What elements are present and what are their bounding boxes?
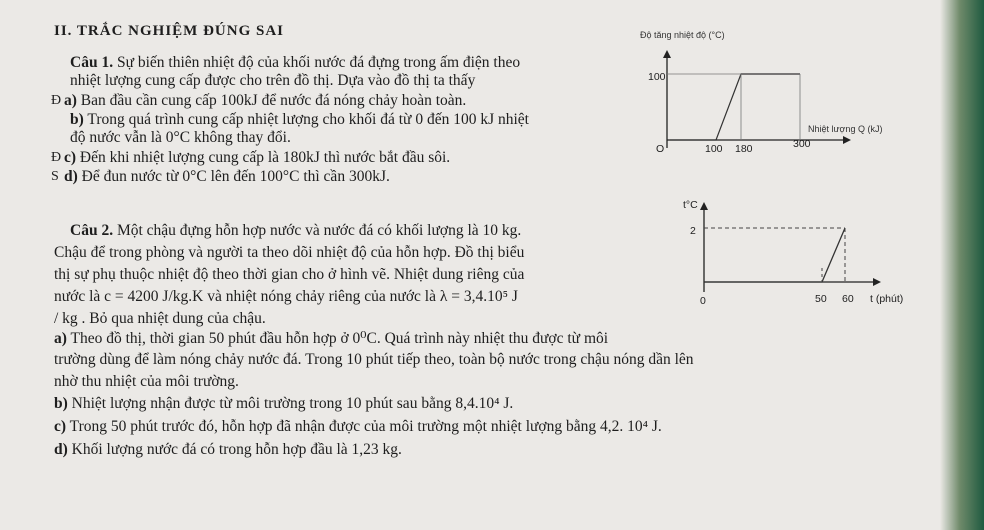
q2-line-3: thị sự phụ thuộc nhiệt độ theo thời gian cho ở hình vẽ. Nhiệt dung riêng của (54, 266, 525, 283)
q1-option-c: c) Đến khi nhiệt lượng cung cấp là 180kJ thì nước bắt đầu sôi. (64, 149, 451, 166)
q2-y-label: t°C (683, 199, 698, 211)
q2-y-tick-2: 2 (690, 225, 696, 237)
q1-curve (670, 74, 800, 140)
section-heading: II. TRẮC NGHIỆM ĐÚNG SAI (54, 23, 285, 39)
q2-option-b: b) Nhiệt lượng nhận được từ môi trường trong 10 phút sau bằng 8,4.10⁴ J. (54, 395, 514, 412)
q1-x-tick-100: 100 (705, 143, 723, 155)
q1-option-a: a) Ban đầu cần cung cấp 100kJ để nước đá nóng chảy hoàn toàn. (64, 92, 467, 109)
q1-x-label: Nhiệt lượng Q (kJ) (808, 124, 883, 134)
q2-x-label: t (phút) (870, 293, 904, 305)
q1-origin: O (656, 143, 665, 155)
q1-mark-c: Đ (51, 150, 62, 165)
q2-option-c: c) Trong 50 phút trước đó, hỗn hợp đã nhận được của môi trường một nhiệt lượng bằng 4,2. 10⁴ J. (54, 418, 662, 435)
q1-line-2: nhiệt lượng cung cấp được cho trên đồ thị. Dựa vào đồ thị ta thấy (70, 72, 476, 89)
q2-x-tick-60: 60 (842, 293, 854, 305)
q2-option-a-3: nhờ thu nhiệt của môi trường. (54, 373, 239, 390)
q2-line-4: nước là c = 4200 J/kg.K và nhiệt nóng chảy riêng của nước là λ = 3,4.10⁵ J (54, 288, 518, 305)
q1-x-tick-180: 180 (735, 143, 753, 155)
q1-y-label: Độ tăng nhiệt độ (°C) (640, 30, 725, 40)
q2-line-2: Chậu để trong phòng và người ta theo dõi nhiệt độ của hỗn hợp. Đồ thị biểu (54, 244, 525, 261)
q2-line-1: Câu 2. Một chậu đựng hỗn hợp nước và nước đá có khối lượng là 10 kg. (70, 222, 522, 239)
q1-option-b-cont: độ nước vẫn là 0°C không thay đổi. (70, 129, 291, 146)
q2-y-arrow (700, 202, 708, 210)
q2-x-arrow (873, 278, 881, 286)
q2-option-d: d) Khối lượng nước đá có trong hỗn hợp đầu là 1,23 kg. (54, 441, 402, 458)
q2-option-a-2: trường dùng để làm nóng chảy nước đá. Trong 10 phút tiếp theo, toàn bộ nước trong chậu nóng dần lên (54, 351, 694, 368)
q2-x-tick-50: 50 (815, 293, 827, 305)
q1-y-tick-100: 100 (648, 71, 666, 83)
q2-origin: 0 (700, 295, 706, 307)
q1-graph (630, 28, 890, 168)
q1-mark-a: Đ (51, 93, 62, 108)
right-edge-shadow (940, 0, 984, 530)
q2-line-5: / kg . Bỏ qua nhiệt dung của chậu. (54, 310, 266, 327)
q1-x-tick-300: 300 (793, 138, 811, 150)
q1-line-1: Câu 1. Sự biến thiên nhiệt độ của khối nước đá đựng trong ấm điện theo (70, 54, 521, 71)
q1-y-arrow (663, 50, 671, 58)
q1-mark-d: S (51, 169, 59, 184)
q1-option-b: b) Trong quá trình cung cấp nhiệt lượng cho khối đá từ 0 đến 100 kJ nhiệt (70, 111, 529, 128)
q2-option-a-1: a) Theo đồ thị, thời gian 50 phút đầu hỗn hợp ở 0⁰C. Quá trình này nhiệt thu được từ môi (54, 330, 609, 347)
q2-curve (704, 228, 845, 282)
q1-option-d: d) Để đun nước từ 0°C lên đến 100°C thì cần 300kJ. (64, 168, 390, 185)
